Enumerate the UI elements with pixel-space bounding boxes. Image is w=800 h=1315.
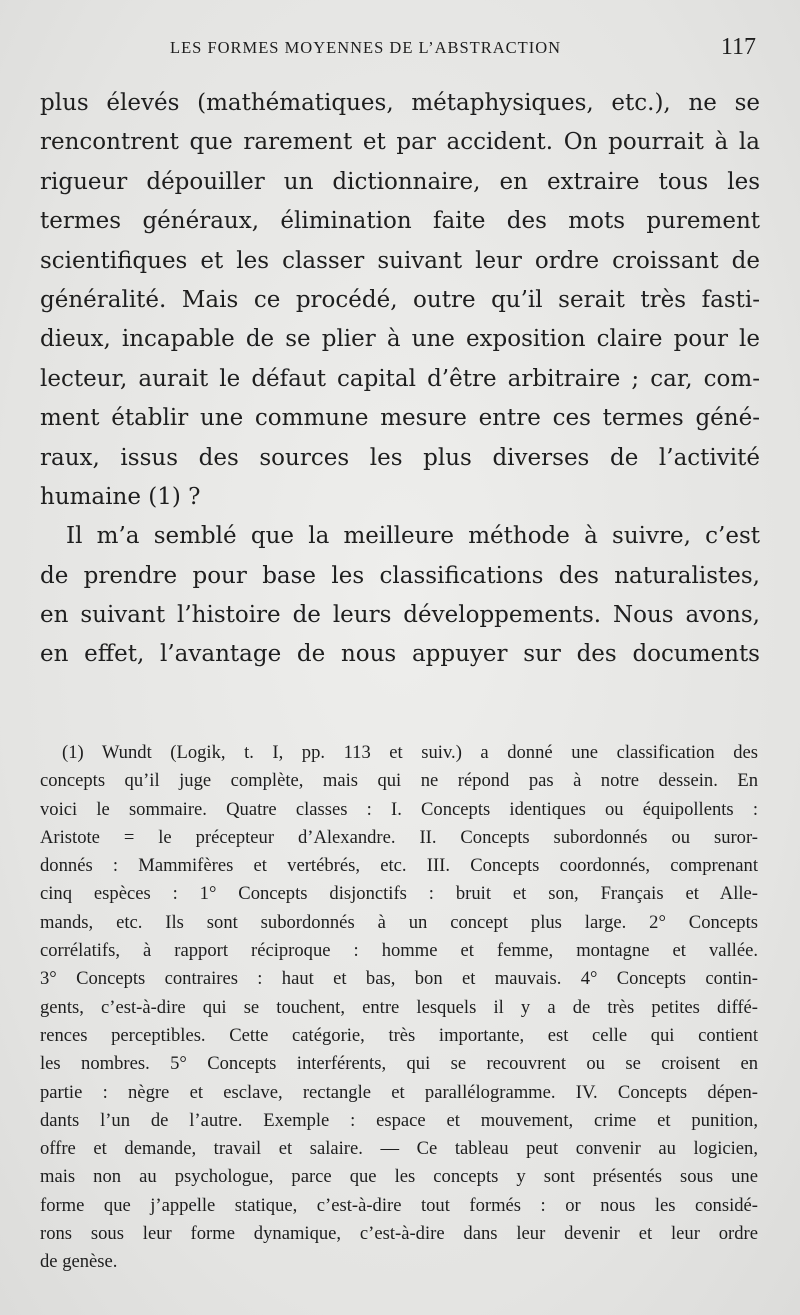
text-line: dieux, incapable de se plier à une exposition claire pour le (40, 326, 760, 353)
footnote-line: offre et demande, travail et salaire. — Ce tableau peut convenir au logicien, (40, 1138, 758, 1160)
footnote-line: de genèse. (40, 1251, 118, 1273)
main-text (40, 84, 760, 675)
text-line: en suivant l’histoire de leurs développements. Nous avons, (40, 602, 760, 629)
footnote-line: voici le sommaire. Quatre classes : I. Concepts identiques ou équipollents : (40, 798, 758, 820)
running-header (38, 34, 760, 64)
footnote-line: rences perceptibles. Cette catégorie, très importante, est celle qui contient (40, 1024, 758, 1046)
text-line: termes généraux, élimination faite des mots purement (40, 208, 760, 235)
text-line: Il m’a semblé que la meilleure méthode à suivre, c’est (66, 523, 760, 550)
text-line: rencontrent que rarement et par accident. On pourrait à la (40, 129, 760, 156)
text-line: raux, issus des sources les plus diverses de l’activité (40, 444, 760, 471)
footnote-line: forme que j’appelle statique, c’est-à-dire tout formés : or nous les considé- (40, 1194, 758, 1216)
text-line: généralité. Mais ce procédé, outre qu’il serait très fasti- (40, 286, 760, 313)
running-title: LES FORMES MOYENNES DE L’ABSTRACTION (170, 38, 562, 57)
footnote-line: rons sous leur forme dynamique, c’est-à-dire dans leur devenir et leur ordre (40, 1223, 758, 1245)
text-line: plus élevés (mathématiques, métaphysiques, etc.), ne se (40, 90, 760, 116)
footnote-line: corrélatifs, à rapport réciproque : homme et femme, montagne et vallée. (40, 940, 758, 962)
footnote-line: mais non au psychologue, parce que les concepts y sont présentés sous une (40, 1166, 758, 1188)
page-number: 117 (720, 34, 756, 60)
text-line: ment établir une commune mesure entre ces termes géné- (40, 405, 760, 432)
footnote-line: mands, etc. Ils sont subordonnés à un concept plus large. 2° Concepts (40, 911, 758, 933)
footnote-line: les nombres. 5° Concepts interférents, qui se recouvrent ou se croisent en (40, 1053, 758, 1075)
footnote-line: partie : nègre et esclave, rectangle et parallélogramme. IV. Concepts dépen- (40, 1081, 758, 1103)
footnote-line: Aristote = le précepteur d’Alexandre. II. Concepts subordonnés ou suror- (40, 826, 758, 848)
footnote-line: gents, c’est-à-dire qui se touchent, entre lesquels il y a de très petites diffé- (40, 996, 758, 1018)
footnote-line: cinq espèces : 1° Concepts disjonctifs : bruit et son, Français et Alle- (40, 883, 758, 905)
footnote-line: dants l’un de l’autre. Exemple : espace et mouvement, crime et punition, (40, 1109, 758, 1131)
text-line: scientifiques et les classer suivant leur ordre croissant de (40, 247, 760, 274)
text-line: de prendre pour base les classifications des naturalistes, (40, 562, 760, 589)
footnote-line: donnés : Mammifères et vertébrés, etc. III. Concepts coordonnés, comprenant (40, 855, 758, 877)
footnote-line: concepts qu’il juge complète, mais qui ne répond pas à notre dessein. En (40, 770, 758, 792)
footnote-line: (1) Wundt (Logik, t. I, pp. 113 et suiv.) a donné une classification des (62, 742, 758, 763)
footnote-line: 3° Concepts contraires : haut et bas, bon et mauvais. 4° Concepts contin- (40, 968, 758, 990)
text-line: humaine (1) ? (40, 483, 201, 510)
text-line: lecteur, aurait le défaut capital d’être arbitraire ; car, com- (40, 365, 760, 392)
text-line: en effet, l’avantage de nous appuyer sur des documents (40, 641, 760, 668)
footnote (40, 739, 758, 1277)
text-line: rigueur dépouiller un dictionnaire, en extraire tous les (40, 168, 760, 195)
